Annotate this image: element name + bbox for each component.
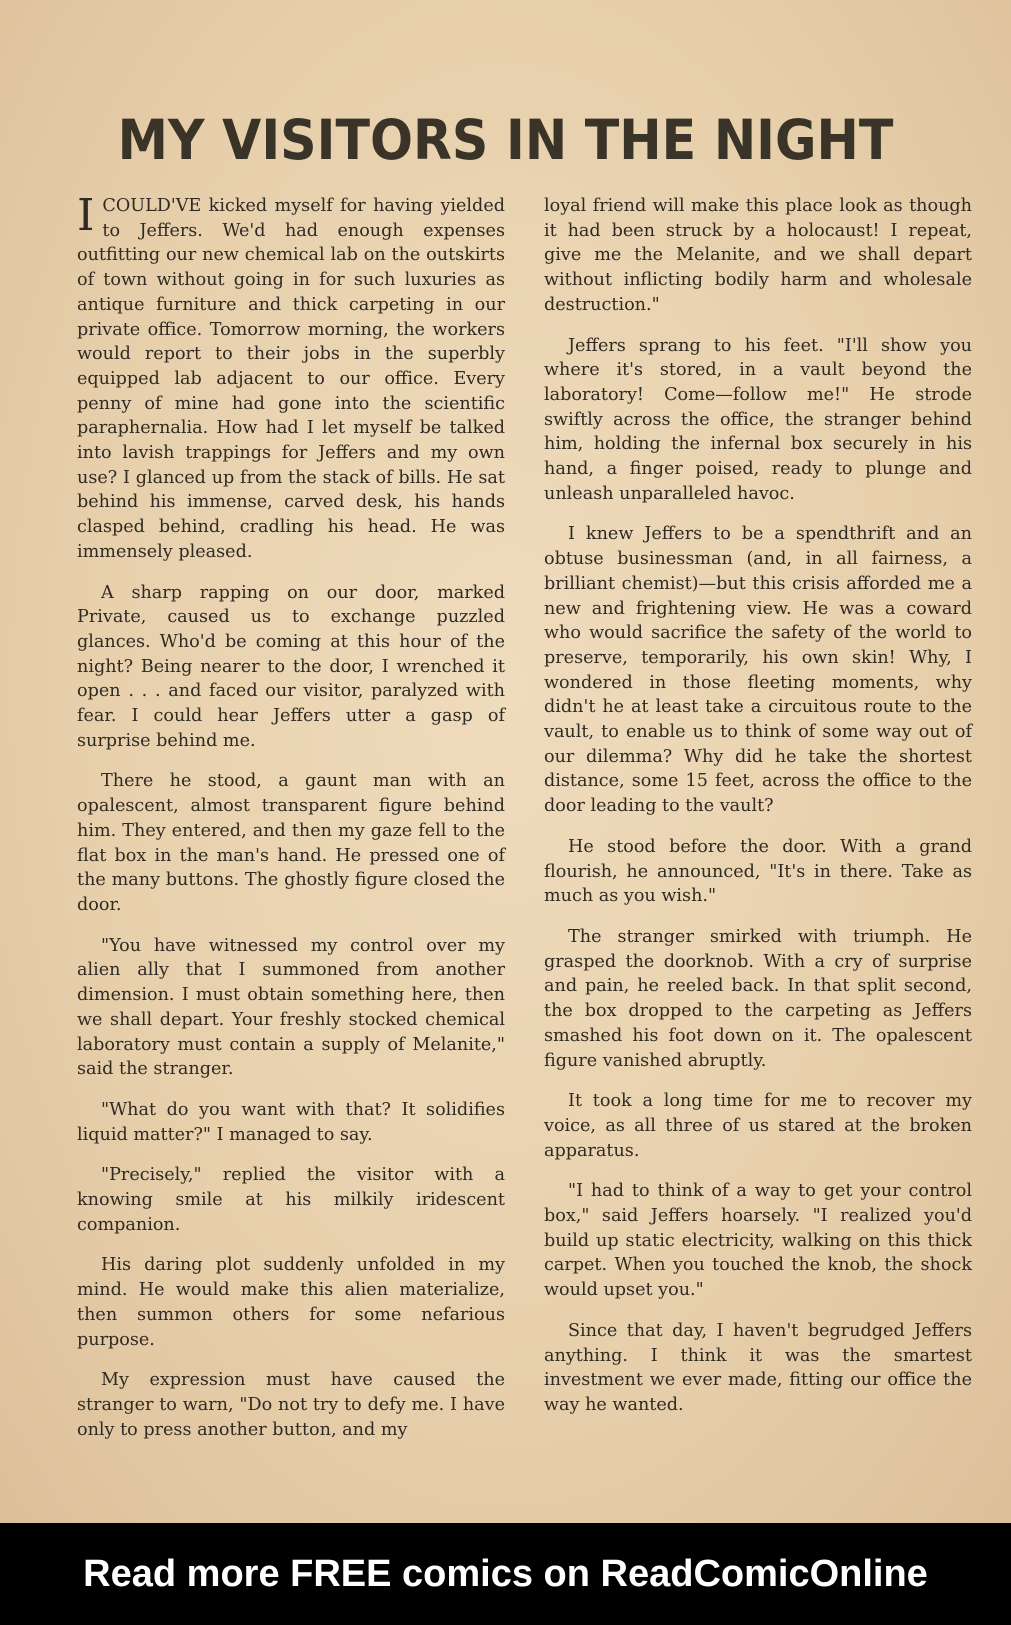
paragraph: Jeffers sprang to his feet. "I'll show you where it's stored, in a vault beyond the laboratory! Come—follow me!" He strode swiftly across the office, the stranger behind him, holding the infernal box securely in his hand, a finger poised, ready to plunge and unleash unparalleled havoc. xyxy=(544,335,972,504)
paragraph: "Precisely," replied the visitor with a knowing smile at his milkily iridescent companion. xyxy=(77,1165,505,1235)
paragraph: The stranger smirked with triumph. He grasped the doorknob. With a cry of surprise and pain, he reeled back. In that split second, the box dropped to the carpeting as Jeffers smashed his foot down on it. The opalescent figure vanished abruptly. xyxy=(544,926,972,1071)
paragraph: There he stood, a gaunt man with an opalescent, almost transparent figure behind him. They entered, and then my gaze fell to the flat box in the man's hand. He pressed one of the many buttons. The ghostly figure closed the door. xyxy=(77,771,505,915)
paragraph: "You have witnessed my control over my alien ally that I summoned from another dimension. I must obtain something here, then we shall depart. Your freshly stocked chemical laboratory must contain a supply of Melanite," said the stranger. xyxy=(77,935,505,1080)
paragraph: "What do you want with that? It solidifies liquid matter?" I managed to say. xyxy=(77,1099,505,1145)
paragraph: I knew Jeffers to be a spendthrift and an obtuse businessman (and, in all fairness, a brilliant chemist)—but this crisis afforded me a new and frightening view. He was a coward who would sacrifice the safety of the world to preserve, temporarily, his own skin! Why, I wondered in those fleeting moments, why didn't he at least take a circuitous route to the vault, to enable us to think of some way out of our dilemma? Why did he take the shortest distance, some 15 feet, across the office to the door leading to the vault? xyxy=(544,524,972,817)
paragraph: His daring plot suddenly unfolded in my mind. He would make this alien materialize, then summon others for some nefarious purpose. xyxy=(77,1255,505,1350)
paragraph xyxy=(77,190,505,565)
paragraph: He stood before the door. With a grand flourish, he announced, "It's in there. Take as much as you wish." xyxy=(544,836,972,907)
promo-banner-link[interactable]: Read more FREE comics on ReadComicOnline xyxy=(0,1523,1011,1625)
paragraph: My expression must have caused the stranger to warn, "Do not try to defy me. I have only to press another button, and my xyxy=(77,1370,505,1440)
story-title: MY VISITORS IN THE NIGHT xyxy=(117,108,894,172)
paragraph: "I had to think of a way to get your control box," said Jeffers hoarsely. "I realized you'd build up static electricity, walking on this thick carpet. When you touched the knob, the shock would upset you." xyxy=(544,1181,972,1301)
drop-cap: I xyxy=(77,190,95,241)
paragraph: loyal friend will make this place look as though it had been struck by a holocaust! I repeat, give me the Melanite, and we shall depart without inflicting bodily harm and wholesale destruction." xyxy=(544,196,972,315)
left-column xyxy=(77,190,505,1458)
right-column xyxy=(544,194,972,1434)
paragraph: Since that day, I haven't begrudged Jeffers anything. I think it was the smartest investment we ever made, fitting our office the way he wanted. xyxy=(544,1320,972,1415)
paragraph: A sharp rapping on our door, marked Private, caused us to exchange puzzled glances. Who'd be coming at this hour of the night? Being nearer to the door, I wrenched it open . . . and faced our visitor, paralyzed with fear. I could hear Jeffers utter a gasp of surprise behind me. xyxy=(77,582,505,751)
paragraph-text: COULD'VE kicked myself for having yielded to Jeffers. We'd had enough expenses outfitting our new chemical lab on the outskirts of town without going in for such luxuries as antique furniture and thick carpeting in our private office. Tomorrow morning, the workers would report to their jobs in the superbly equipped lab adjacent to our office. Every penny of mine had gone into the scientific paraphernalia. How had I let myself be talked into lavish trappings for Jeffers and my own use? I glanced up from the stack of bills. He sat behind his immense, carved desk, his hands clasped behind, cradling his head. He was immensely pleased. xyxy=(77,196,505,562)
paragraph: It took a long time for me to recover my voice, as all three of us stared at the broken apparatus. xyxy=(544,1091,972,1161)
